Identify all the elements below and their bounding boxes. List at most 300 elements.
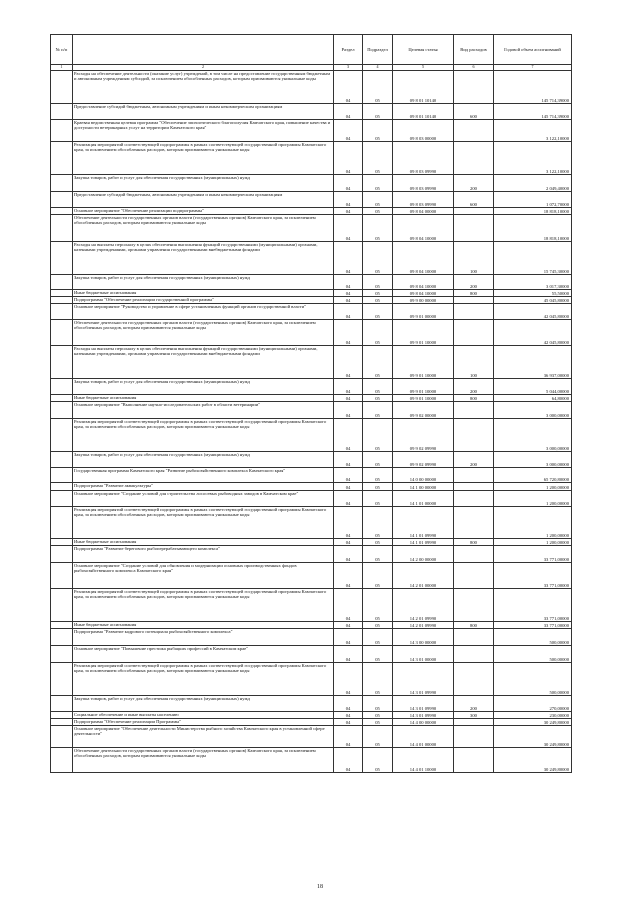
row-razdel-cell: 04: [334, 175, 363, 192]
row-amount-cell: 1 200,00000: [494, 539, 572, 546]
row-expense-type-cell: [454, 507, 494, 539]
row-amount-cell: 30 249,80000: [494, 726, 572, 748]
row-number-cell: [51, 175, 73, 192]
row-amount-cell: 65 720,80000: [494, 468, 572, 483]
row-target-article-cell: 14 3 01 09990: [393, 663, 454, 696]
row-expense-type-cell: [454, 320, 494, 346]
row-amount-cell: 2 049,40000: [494, 175, 572, 192]
row-amount-cell: 33 771,00000: [494, 546, 572, 563]
row-razdel-cell: 04: [334, 539, 363, 546]
row-number-cell: [51, 646, 73, 663]
row-razdel-cell: 04: [334, 242, 363, 275]
row-podrazdel-cell: 05: [363, 120, 393, 142]
table-row: [51, 215, 572, 242]
row-amount-cell: 230,00000: [494, 712, 572, 719]
header-row: [51, 35, 572, 65]
row-amount-cell: 5 044,00000: [494, 379, 572, 395]
row-target-article-cell: 14 3 01 00000: [393, 646, 454, 663]
row-number-cell: [51, 104, 73, 120]
row-target-article-cell: 09 8 04 10000: [393, 242, 454, 275]
column-number: 7: [494, 65, 572, 71]
table-row: [51, 622, 572, 629]
row-number-cell: [51, 629, 73, 646]
table-row: [51, 297, 572, 304]
page-number: 18: [317, 884, 323, 890]
row-expense-type-cell: 800: [454, 539, 494, 546]
table-row: [51, 646, 572, 663]
row-razdel-cell: 04: [334, 320, 363, 346]
row-podrazdel-cell: 05: [363, 304, 393, 320]
row-razdel-cell: 04: [334, 402, 363, 419]
row-podrazdel-cell: 05: [363, 452, 393, 468]
row-name-cell: Основное мероприятие "Обеспечение деятельности Министерства рыбного хозяйства Камчатского края в установленной сфере деятельности": [73, 726, 334, 748]
table-row: [51, 468, 572, 483]
row-expense-type-cell: [454, 120, 494, 142]
row-podrazdel-cell: 05: [363, 175, 393, 192]
table-row: [51, 242, 572, 275]
row-expense-type-cell: [454, 563, 494, 589]
row-expense-type-cell: [454, 402, 494, 419]
row-target-article-cell: 09 8 04 00000: [393, 208, 454, 215]
row-expense-type-cell: [454, 748, 494, 773]
row-number-cell: [51, 712, 73, 719]
row-expense-type-cell: 600: [454, 104, 494, 120]
row-name-cell: Основное мероприятие "Руководство и управление в сфере установленных функций органов государственной власти": [73, 304, 334, 320]
row-number-cell: [51, 379, 73, 395]
row-amount-cell: 15 745,30000: [494, 242, 572, 275]
row-razdel-cell: 04: [334, 563, 363, 589]
row-number-cell: [51, 346, 73, 379]
row-number-cell: [51, 120, 73, 142]
column-number: 2: [73, 65, 334, 71]
row-expense-type-cell: [454, 468, 494, 483]
row-name-cell: Закупка товаров, работ и услуг для обеспечения государственных (муниципальных) нужд: [73, 379, 334, 395]
row-number-cell: [51, 563, 73, 589]
row-name-cell: Реализация мероприятий соответствующей подпрограммы в рамках соответствующей государственной программы Камчатского края, за исключением обособленных расходов, которым присваиваются уникальные коды: [73, 142, 334, 175]
row-name-cell: Реализация мероприятий соответствующей подпрограммы в рамках соответствующей государственной программы Камчатского края, за исключением обособленных расходов, которым присваиваются уникальные коды: [73, 419, 334, 452]
row-target-article-cell: 09 9 01 00000: [393, 304, 454, 320]
row-name-cell: Закупка товаров, работ и услуг для обеспечения государственных (муниципальных) нужд: [73, 452, 334, 468]
row-name-cell: Государственная программа Камчатского края "Развитие рыбохозяйственного комплекса Камчатского края": [73, 468, 334, 483]
row-target-article-cell: 14 2 01 09990: [393, 589, 454, 622]
row-razdel-cell: 04: [334, 290, 363, 297]
row-amount-cell: 145 714,39000: [494, 104, 572, 120]
row-amount-cell: 3 000,00000: [494, 452, 572, 468]
row-podrazdel-cell: 05: [363, 696, 393, 712]
table-row: [51, 748, 572, 773]
column-number: 5: [393, 65, 454, 71]
row-razdel-cell: 04: [334, 208, 363, 215]
row-podrazdel-cell: 05: [363, 748, 393, 773]
row-expense-type-cell: [454, 419, 494, 452]
row-amount-cell: 18 818,10000: [494, 208, 572, 215]
row-razdel-cell: 04: [334, 395, 363, 402]
row-podrazdel-cell: 05: [363, 395, 393, 402]
row-name-cell: Социальное обеспечение и иные выплаты населению: [73, 712, 334, 719]
row-name-cell: Закупка товаров, работ и услуг для обеспечения государственных (муниципальных) нужд: [73, 696, 334, 712]
table-row: [51, 175, 572, 192]
row-podrazdel-cell: 05: [363, 346, 393, 379]
row-expense-type-cell: [454, 719, 494, 726]
row-number-cell: [51, 71, 73, 104]
row-expense-type-cell: 800: [454, 290, 494, 297]
row-target-article-cell: 09 9 01 10000: [393, 346, 454, 379]
row-target-article-cell: 09 8 03 09990: [393, 142, 454, 175]
row-name-cell: Подпрограмма "Развитие кадрового потенциала рыбохозяйственного комплекса": [73, 629, 334, 646]
column-number: 4: [363, 65, 393, 71]
row-razdel-cell: 04: [334, 275, 363, 290]
row-name-cell: Реализация мероприятий соответствующей подпрограммы в рамках соответствующей государственной программы Камчатского края, за исключением обособленных расходов, которым присваиваются уникальные коды: [73, 663, 334, 696]
row-expense-type-cell: [454, 297, 494, 304]
row-name-cell: Подпрограмма "Развитие аквакультуры": [73, 483, 334, 491]
row-expense-type-cell: 800: [454, 395, 494, 402]
row-name-cell: Основное мероприятие "Создание условий для обновления и модернизации основных производственных фондов рыбохозяйственного комплекса Камчатского края": [73, 563, 334, 589]
row-target-article-cell: 09 9 02 09990: [393, 419, 454, 452]
row-razdel-cell: 04: [334, 491, 363, 507]
row-name-cell: Иные бюджетные ассигнования: [73, 290, 334, 297]
row-amount-cell: 18 818,10000: [494, 215, 572, 242]
row-name-cell: Расходы на обеспечение деятельности (оказание услуг) учреждений, в том числе на предоставление государственным бюджетным и автономным учреждениям субсидий, за исключением обособленных расходов, которым присваиваются уникальные коды: [73, 71, 334, 104]
table-row: [51, 192, 572, 208]
row-razdel-cell: 04: [334, 468, 363, 483]
row-expense-type-cell: 200: [454, 379, 494, 395]
row-razdel-cell: 04: [334, 726, 363, 748]
row-number-cell: [51, 546, 73, 563]
row-razdel-cell: 04: [334, 712, 363, 719]
table-row: [51, 104, 572, 120]
row-target-article-cell: 09 8 04 10000: [393, 290, 454, 297]
row-podrazdel-cell: 05: [363, 71, 393, 104]
row-number-cell: [51, 290, 73, 297]
row-razdel-cell: 04: [334, 120, 363, 142]
table-row: [51, 663, 572, 696]
row-amount-cell: 42 045,80000: [494, 304, 572, 320]
row-target-article-cell: 14 3 00 00000: [393, 629, 454, 646]
row-expense-type-cell: [454, 663, 494, 696]
row-target-article-cell: 14 1 01 09990: [393, 539, 454, 546]
row-amount-cell: 3 000,00000: [494, 419, 572, 452]
row-number-cell: [51, 589, 73, 622]
row-name-cell: Подпрограмма "Обеспечение реализации государственной программы": [73, 297, 334, 304]
table-row: [51, 320, 572, 346]
row-podrazdel-cell: 05: [363, 491, 393, 507]
table-row: [51, 402, 572, 419]
row-name-cell: Обеспечение деятельности государственных органов власти (государственных органов) Камчатского края, за исключением обособленных расходов, которым присваиваются уникальные коды: [73, 748, 334, 773]
row-target-article-cell: 14 3 01 09990: [393, 712, 454, 719]
column-number: 3: [334, 65, 363, 71]
row-number-cell: [51, 402, 73, 419]
row-podrazdel-cell: 05: [363, 275, 393, 290]
row-name-cell: Подпрограмма "Развитие берегового рыбоперерабатывающего комплекса": [73, 546, 334, 563]
row-expense-type-cell: [454, 546, 494, 563]
row-number-cell: [51, 507, 73, 539]
row-podrazdel-cell: 05: [363, 719, 393, 726]
row-amount-cell: 33 771,00000: [494, 589, 572, 622]
row-podrazdel-cell: 05: [363, 142, 393, 175]
row-target-article-cell: 14 0 00 00000: [393, 468, 454, 483]
row-name-cell: Иные бюджетные ассигнования: [73, 622, 334, 629]
row-amount-cell: 33 771,00000: [494, 622, 572, 629]
row-name-cell: Закупка товаров, работ и услуг для обеспечения государственных (муниципальных) нужд: [73, 175, 334, 192]
row-podrazdel-cell: 05: [363, 208, 393, 215]
table-row: [51, 719, 572, 726]
table-row: [51, 491, 572, 507]
row-razdel-cell: 04: [334, 379, 363, 395]
row-amount-cell: 45 045,80000: [494, 297, 572, 304]
row-number-cell: [51, 491, 73, 507]
row-number-cell: [51, 452, 73, 468]
row-number-cell: [51, 483, 73, 491]
table-row: [51, 304, 572, 320]
row-razdel-cell: 04: [334, 483, 363, 491]
row-target-article-cell: 09 8 01 10140: [393, 104, 454, 120]
row-target-article-cell: 14 1 01 00000: [393, 491, 454, 507]
row-razdel-cell: 04: [334, 346, 363, 379]
header-name: [73, 35, 334, 65]
row-amount-cell: 30 249,80000: [494, 719, 572, 726]
header-expense-type: Вид расходов: [454, 35, 494, 65]
row-target-article-cell: 09 9 01 10000: [393, 395, 454, 402]
row-number-cell: [51, 192, 73, 208]
row-razdel-cell: 04: [334, 696, 363, 712]
row-target-article-cell: 14 4 00 00000: [393, 719, 454, 726]
row-expense-type-cell: [454, 646, 494, 663]
row-razdel-cell: 04: [334, 589, 363, 622]
row-amount-cell: 500,00000: [494, 629, 572, 646]
row-amount-cell: 3 000,00000: [494, 402, 572, 419]
row-razdel-cell: 04: [334, 748, 363, 773]
row-podrazdel-cell: 05: [363, 546, 393, 563]
row-amount-cell: 55,50000: [494, 290, 572, 297]
row-podrazdel-cell: 05: [363, 663, 393, 696]
row-expense-type-cell: 300: [454, 712, 494, 719]
table-row: [51, 726, 572, 748]
table-row: [51, 696, 572, 712]
row-podrazdel-cell: 05: [363, 215, 393, 242]
row-name-cell: Реализация мероприятий соответствующей подпрограммы в рамках соответствующей государственной программы Камчатского края, за исключением обособленных расходов, которым присваиваются уникальные коды: [73, 589, 334, 622]
row-expense-type-cell: [454, 589, 494, 622]
table-row: [51, 507, 572, 539]
table-row: [51, 120, 572, 142]
row-razdel-cell: 04: [334, 452, 363, 468]
table-row: [51, 629, 572, 646]
row-target-article-cell: 09 8 04 10000: [393, 275, 454, 290]
row-target-article-cell: 14 1 00 00000: [393, 483, 454, 491]
row-number-cell: [51, 395, 73, 402]
row-expense-type-cell: [454, 726, 494, 748]
row-razdel-cell: 04: [334, 622, 363, 629]
row-amount-cell: 1 200,00000: [494, 491, 572, 507]
row-amount-cell: 3 122,10000: [494, 142, 572, 175]
row-amount-cell: 36 937,00000: [494, 346, 572, 379]
row-number-cell: [51, 142, 73, 175]
table-row: [51, 290, 572, 297]
table-row: [51, 419, 572, 452]
row-amount-cell: 3 017,30000: [494, 275, 572, 290]
row-razdel-cell: 04: [334, 419, 363, 452]
row-target-article-cell: 14 2 01 00000: [393, 563, 454, 589]
row-target-article-cell: 09 8 03 00000: [393, 120, 454, 142]
row-razdel-cell: 04: [334, 546, 363, 563]
row-number-cell: [51, 726, 73, 748]
row-number-cell: [51, 419, 73, 452]
row-podrazdel-cell: 05: [363, 320, 393, 346]
row-amount-cell: 500,00000: [494, 646, 572, 663]
header-razdel: Раздел: [334, 35, 363, 65]
row-podrazdel-cell: 05: [363, 104, 393, 120]
row-expense-type-cell: [454, 483, 494, 491]
row-target-article-cell: 09 8 03 09990: [393, 175, 454, 192]
row-podrazdel-cell: 05: [363, 483, 393, 491]
row-podrazdel-cell: 05: [363, 379, 393, 395]
row-number-cell: [51, 663, 73, 696]
row-name-cell: Основное мероприятие "Создание условий для строительства лососевых рыбоводных заводов в Камчатском крае": [73, 491, 334, 507]
row-name-cell: Основное мероприятие "Повышение престижа рыбацких профессий в Камчатском крае": [73, 646, 334, 663]
row-expense-type-cell: 100: [454, 242, 494, 275]
row-razdel-cell: 04: [334, 71, 363, 104]
table-row: [51, 483, 572, 491]
row-target-article-cell: 14 2 00 00000: [393, 546, 454, 563]
row-target-article-cell: 09 9 01 10000: [393, 320, 454, 346]
row-podrazdel-cell: 05: [363, 629, 393, 646]
row-number-cell: [51, 320, 73, 346]
row-podrazdel-cell: 05: [363, 192, 393, 208]
table-row: [51, 346, 572, 379]
row-name-cell: Реализация мероприятий соответствующей подпрограммы в рамках соответствующей государственной программы Камчатского края, за исключением обособленных расходов, которым присваиваются уникальные коды: [73, 507, 334, 539]
row-podrazdel-cell: 05: [363, 712, 393, 719]
row-podrazdel-cell: 05: [363, 539, 393, 546]
row-number-cell: [51, 208, 73, 215]
row-target-article-cell: 09 9 00 00000: [393, 297, 454, 304]
row-target-article-cell: 14 1 01 09990: [393, 507, 454, 539]
table-row: [51, 563, 572, 589]
row-number-cell: [51, 748, 73, 773]
row-podrazdel-cell: 05: [363, 290, 393, 297]
row-number-cell: [51, 539, 73, 546]
row-target-article-cell: 14 2 01 09990: [393, 622, 454, 629]
row-expense-type-cell: [454, 208, 494, 215]
row-amount-cell: 145 714,39000: [494, 71, 572, 104]
row-podrazdel-cell: 05: [363, 402, 393, 419]
row-target-article-cell: 09 9 02 09990: [393, 452, 454, 468]
row-razdel-cell: 04: [334, 646, 363, 663]
row-expense-type-cell: 100: [454, 346, 494, 379]
header-target-article: Целевая статья: [393, 35, 454, 65]
row-expense-type-cell: 200: [454, 175, 494, 192]
row-expense-type-cell: [454, 629, 494, 646]
row-podrazdel-cell: 05: [363, 726, 393, 748]
row-razdel-cell: 04: [334, 297, 363, 304]
table-row: [51, 395, 572, 402]
row-name-cell: Подпрограмма "Обеспечение реализации Программы": [73, 719, 334, 726]
row-expense-type-cell: [454, 142, 494, 175]
row-podrazdel-cell: 05: [363, 419, 393, 452]
row-razdel-cell: 04: [334, 192, 363, 208]
row-name-cell: Закупка товаров, работ и услуг для обеспечения государственных (муниципальных) нужд: [73, 275, 334, 290]
row-podrazdel-cell: 05: [363, 242, 393, 275]
table-row: [51, 275, 572, 290]
table-row: [51, 589, 572, 622]
row-podrazdel-cell: 05: [363, 589, 393, 622]
header-podrazdel: Подраздел: [363, 35, 393, 65]
row-target-article-cell: 09 9 02 00000: [393, 402, 454, 419]
row-podrazdel-cell: 05: [363, 468, 393, 483]
row-expense-type-cell: 800: [454, 622, 494, 629]
row-target-article-cell: 09 8 03 09990: [393, 192, 454, 208]
row-amount-cell: 42 045,80000: [494, 320, 572, 346]
header-annual-amount: Годовой объем ассигнований: [494, 35, 572, 65]
table-row: [51, 142, 572, 175]
row-number-cell: [51, 719, 73, 726]
row-name-cell: Обеспечение деятельности государственных органов власти (государственных органов) Камчатского края, за исключением обособленных расходов, которым присваиваются уникальные коды: [73, 320, 334, 346]
row-podrazdel-cell: 05: [363, 563, 393, 589]
row-name-cell: Иные бюджетные ассигнования: [73, 395, 334, 402]
row-name-cell: Основное мероприятие "Выполнение научно-исследовательских работ в области ветеринарии": [73, 402, 334, 419]
row-amount-cell: 64,80000: [494, 395, 572, 402]
table-row: [51, 71, 572, 104]
table-row: [51, 712, 572, 719]
row-expense-type-cell: [454, 215, 494, 242]
row-number-cell: [51, 304, 73, 320]
column-number: 1: [51, 65, 73, 71]
row-expense-type-cell: 200: [454, 275, 494, 290]
row-expense-type-cell: 600: [454, 192, 494, 208]
row-name-cell: Краевая ведомственная целевая программа "Обеспечение эпизоотического благополучия Камчатского края, повышение качества и доступности ветеринарных услуг на территории Камчатского края": [73, 120, 334, 142]
row-target-article-cell: 09 9 01 10000: [393, 379, 454, 395]
row-expense-type-cell: [454, 491, 494, 507]
row-podrazdel-cell: 05: [363, 646, 393, 663]
budget-table: [50, 34, 572, 773]
table-row: [51, 539, 572, 546]
table-row: [51, 208, 572, 215]
row-amount-cell: 30 249,80000: [494, 748, 572, 773]
row-number-cell: [51, 297, 73, 304]
table-row: [51, 379, 572, 395]
row-razdel-cell: 04: [334, 629, 363, 646]
row-name-cell: Основное мероприятие "Обеспечение реализации подпрограммы": [73, 208, 334, 215]
row-name-cell: Обеспечение деятельности государственных органов власти (государственных органов) Камчатского края, за исключением обособленных расходов, которым присваиваются уникальные коды: [73, 215, 334, 242]
row-razdel-cell: 04: [334, 663, 363, 696]
table-row: [51, 546, 572, 563]
row-amount-cell: 1 200,00000: [494, 507, 572, 539]
row-number-cell: [51, 275, 73, 290]
row-razdel-cell: 04: [334, 304, 363, 320]
row-name-cell: Предоставление субсидий бюджетным, автономным учреждениям и иным некоммерческим организациям: [73, 192, 334, 208]
row-number-cell: [51, 622, 73, 629]
row-name-cell: Предоставление субсидий бюджетным, автономным учреждениям и иным некоммерческим организациям: [73, 104, 334, 120]
table-row: [51, 452, 572, 468]
row-target-article-cell: 14 3 01 09990: [393, 696, 454, 712]
row-target-article-cell: 14 4 01 00000: [393, 726, 454, 748]
column-number: 6: [454, 65, 494, 71]
header-number: № п/п: [51, 35, 73, 65]
row-amount-cell: 1 072,70000: [494, 192, 572, 208]
row-number-cell: [51, 468, 73, 483]
row-amount-cell: 270,00000: [494, 696, 572, 712]
row-amount-cell: 33 771,00000: [494, 563, 572, 589]
row-number-cell: [51, 242, 73, 275]
budget-sheet: [50, 34, 571, 773]
row-expense-type-cell: [454, 304, 494, 320]
row-name-cell: Расходы на выплаты персоналу в целях обеспечения выполнения функций государственными (муниципальными) органами, казенными учреждениями, органами управления государственными внебюджетными фондами: [73, 346, 334, 379]
row-razdel-cell: 04: [334, 507, 363, 539]
table-body: [51, 71, 572, 773]
row-number-cell: [51, 696, 73, 712]
row-razdel-cell: 04: [334, 719, 363, 726]
row-name-cell: Расходы на выплаты персоналу в целях обеспечения выполнения функций государственными (муниципальными) органами, казенными учреждениями, органами управления государственными внебюджетными фондами: [73, 242, 334, 275]
row-amount-cell: 500,00000: [494, 663, 572, 696]
row-expense-type-cell: 200: [454, 696, 494, 712]
